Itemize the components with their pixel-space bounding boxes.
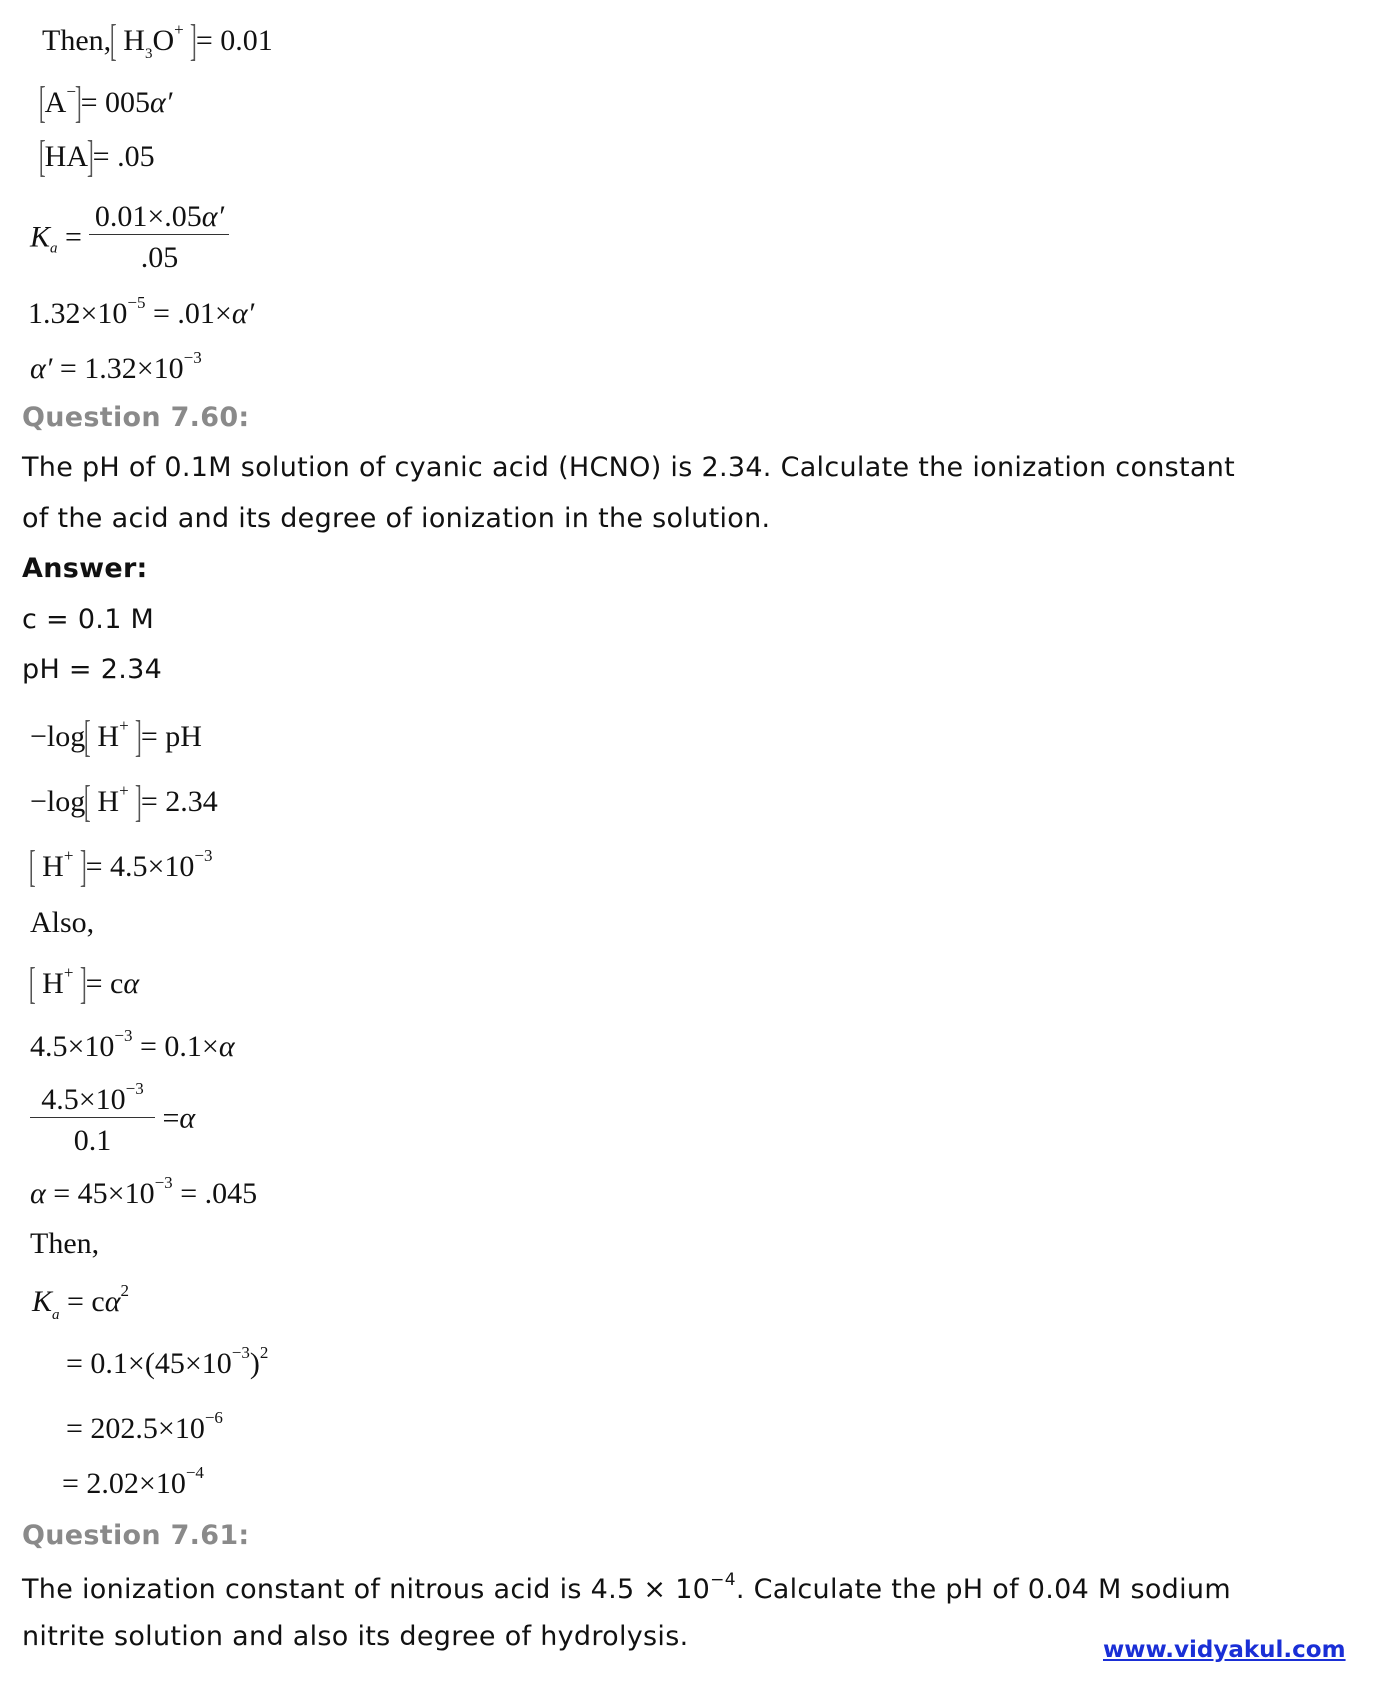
given-concentration: c = 0.1 M (22, 604, 155, 635)
question-text-line: nitrite solution and also its degree of hydrolysis. (22, 1621, 689, 1652)
question-text-line: of the acid and its degree of ionization in the solution. (22, 503, 771, 534)
eq-ka-fraction: $K_a$ = $\frac{0.01\times.05\alpha'}{.05}$ (30, 200, 229, 275)
eq-alpha-substitution: $4.5\times 10^{-3} = 0.1\times\alpha$ (30, 1026, 235, 1063)
eq-ka-value: $1.32\times 10^{-5} = .01\times\alpha'$ (28, 293, 255, 330)
website-link[interactable]: www.vidyakul.com (1103, 1637, 1346, 1663)
eq-ha-concentration: [HA]= .05 (39, 132, 155, 181)
question-heading: Question 7.61: (22, 1520, 250, 1551)
eq-neglog-ph: −log[ H+ ]= pH (30, 712, 202, 761)
question-text-line: The pH of 0.1M solution of cyanic acid (HCNO) is 2.34. Calculate the ionization constant (22, 452, 1236, 483)
question-text-line: The ionization constant of nitrous acid is $4.5 \times 10^{-4}$. Calculate the pH of 0.04 M sodium (22, 1570, 1231, 1605)
eq-anion-concentration: [A−]= 005α′ (39, 78, 173, 127)
then-label: Then, (30, 1227, 100, 1260)
eq-alpha-value: $\alpha = 45\times 10^{-3} = .045$ (30, 1173, 258, 1210)
also-label: Also, (30, 906, 95, 939)
eq-h-concentration: [ H+ ]= $4.5\times 10^{-3}$ (29, 842, 213, 891)
eq-alpha-prime: $\alpha' = 1.32\times 10^{-3}$ (30, 348, 202, 385)
eq-ka-step1: = $0.1\times(45\times 10^{-3})^2$ (66, 1343, 269, 1380)
eq-h3o-concentration: Then,[ $H_3O^+$ ]= 0.01 (42, 16, 273, 65)
eq-ka-step3: = $2.02\times 10^{-4}$ (62, 1463, 204, 1500)
eq-ka-step2: = $202.5\times 10^{-6}$ (66, 1408, 223, 1445)
given-ph: pH = 2.34 (22, 654, 163, 685)
question-heading: Question 7.60: (22, 402, 250, 433)
eq-alpha-fraction: $\frac{4.5\times 10^{-3}}{0.1}$ =α (30, 1079, 195, 1158)
eq-neglog-value: −log[ H+ ]= 2.34 (30, 777, 218, 826)
eq-h-calpha: [ H+ ]= cα (29, 959, 140, 1008)
answer-label: Answer: (22, 553, 148, 584)
eq-ka-calpha2: $K_a = c\alpha^2$ (32, 1281, 129, 1323)
